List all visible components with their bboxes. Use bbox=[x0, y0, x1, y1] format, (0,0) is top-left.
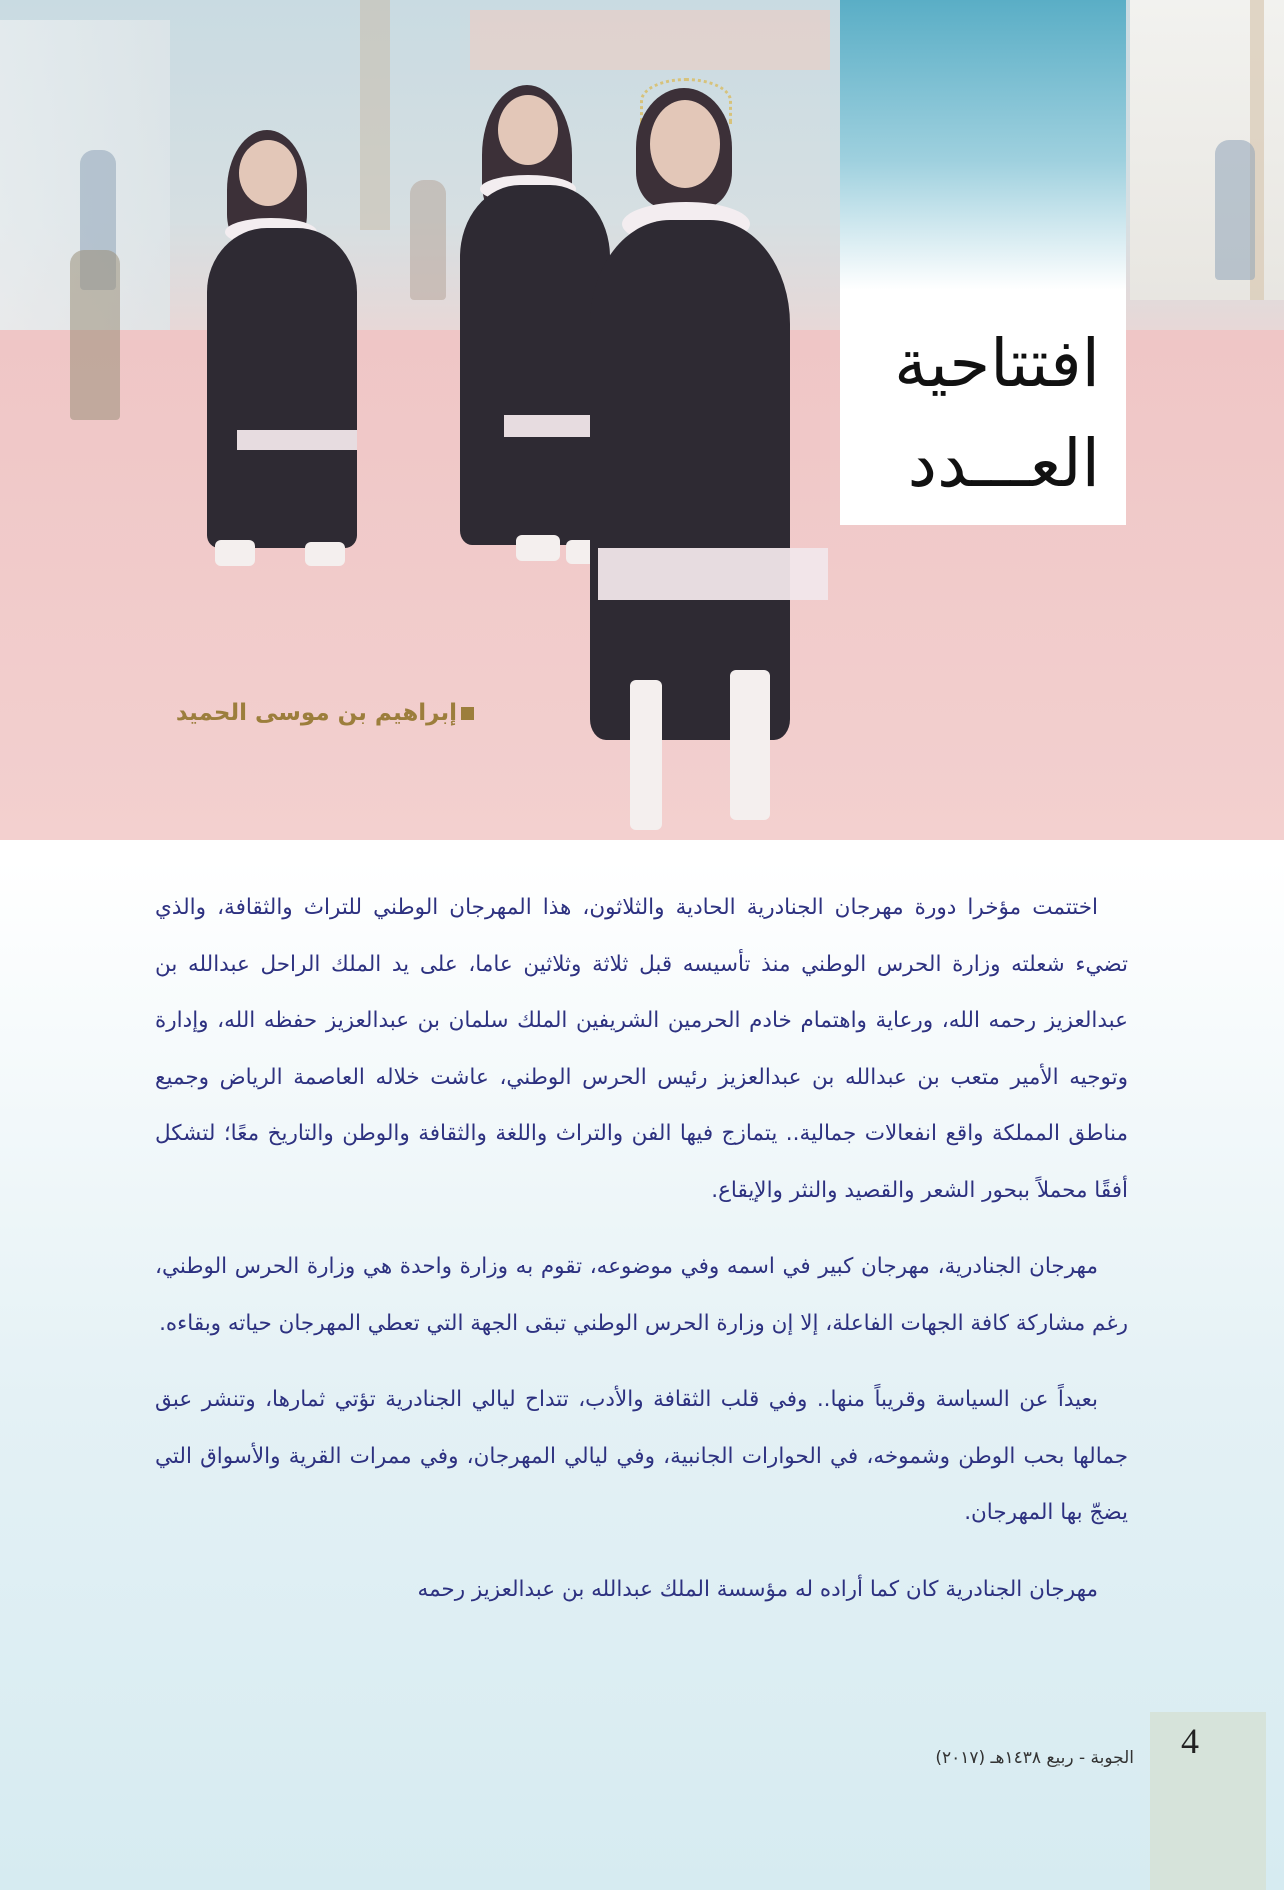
article-body bbox=[155, 880, 1128, 1638]
author-bullet-icon bbox=[461, 707, 474, 720]
author-byline bbox=[176, 700, 474, 726]
title-box bbox=[840, 0, 1126, 525]
photo-bystander bbox=[410, 180, 446, 300]
page-title-line2: العـــدد bbox=[907, 425, 1100, 502]
issue-footer: الجوبة - ربيع ١٤٣٨هـ (٢٠١٧) bbox=[935, 1748, 1134, 1768]
article-paragraph: مهرجان الجنادرية، مهرجان كبير في اسمه وفي موضوعه، تقوم به وزارة واحدة هي وزارة الحرس الوطني، رغم مشاركة كافة الجهات الفاعلة، إلا إن وزارة الحرس الوطني تبقى الجهة التي تعطي المهرجان حياته وبقاءه. bbox=[155, 1254, 1128, 1336]
photo-background-banner bbox=[470, 10, 830, 70]
page-number-tab bbox=[1150, 1712, 1266, 1890]
author-name: إبراهيم بن موسى الحميد bbox=[175, 700, 457, 726]
photo-bystander bbox=[1215, 140, 1255, 280]
page-title-line1: افتتاحية bbox=[894, 325, 1100, 402]
article-paragraph: بعيداً عن السياسة وقريباً منها.. وفي قلب الثقافة والأدب، تتداح ليالي الجنادرية تؤتي ثمارها، وتنشر عبق جمالها بحب الوطن وشموخه، في الحوارات الجانبية، وفي ليالي المهرجان، وفي ممرات القرية والأسواق التي يضجّ بها المهرجان. bbox=[155, 1387, 1128, 1525]
photo-background-tree bbox=[360, 0, 390, 230]
photo-bystander bbox=[70, 250, 120, 420]
article-paragraph: اختتمت مؤخرا دورة مهرجان الجنادرية الحادية والثلاثون، هذا المهرجان الوطني للتراث والثقافة، والذي تضيء شعلته وزارة الحرس الوطني منذ تأسيسه قبل ثلاثة وثلاثين عاما، على يد الملك الراحل عبدالله بن عبدالعزيز رحمه الله، ورعاية واهتمام خادم الحرمين الشريفين الملك سلمان بن عبدالعزيز حفظه الله، وإدارة وتوجيه الأمير متعب بن عبدالله بن عبدالعزيز رئيس الحرس الوطني، عاشت خلاله العاصمة الرياض وجميع مناطق المملكة واقع انفعالات جمالية.. يتمازج فيها الفن والتراث واللغة والثقافة والوطن والتاريخ معًا؛ لتشكل أفقًا محملاً ببحور الشعر والقصيد والنثر والإيقاع. bbox=[155, 895, 1128, 1203]
page-number: 4 bbox=[1181, 1721, 1199, 1761]
article-paragraph: مهرجان الجنادرية كان كما أراده له مؤسسة الملك عبدالله بن عبدالعزيز رحمه bbox=[417, 1576, 1098, 1602]
